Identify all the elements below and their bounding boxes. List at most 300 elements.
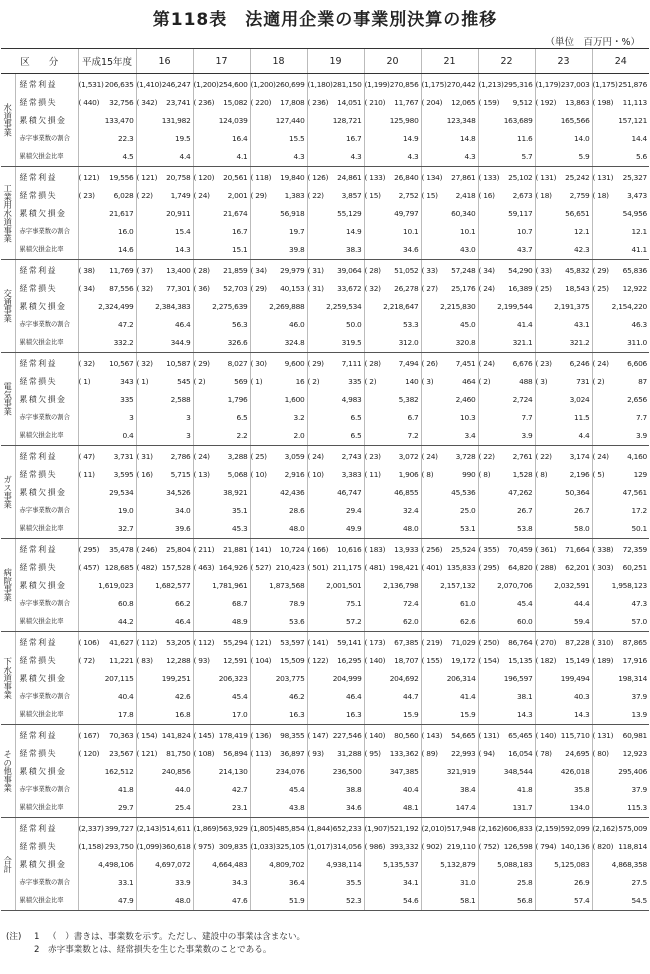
- count-value: ( 80): [592, 749, 609, 758]
- amount-value: 5.7: [521, 152, 533, 161]
- value-cell: [421, 725, 478, 746]
- amount-value: 34.6: [403, 245, 419, 254]
- value-cell: [250, 391, 307, 409]
- amount-value: 32.4: [403, 506, 419, 515]
- amount-value: 2,324,499: [98, 302, 134, 311]
- value-cell: [535, 353, 592, 374]
- count-value: ( 140): [535, 731, 557, 740]
- table-row: [1, 130, 649, 148]
- row-label: 経常利益: [19, 266, 58, 275]
- amount-value: 124,039: [218, 116, 248, 125]
- value-cell: [364, 316, 421, 334]
- value-cell: [307, 373, 364, 391]
- value-cell: [421, 260, 478, 281]
- count-value: ( 27): [421, 284, 438, 293]
- amount-value: 569: [234, 377, 248, 386]
- value-cell: [478, 613, 535, 632]
- count-value: ( 112): [193, 638, 215, 647]
- value-cell: [478, 559, 535, 577]
- value-cell: [250, 856, 307, 874]
- row-label: 累積欠損金比率: [15, 148, 78, 167]
- table-row: [1, 298, 649, 316]
- table-row: [1, 577, 649, 595]
- amount-value: 25,524: [451, 545, 476, 554]
- amount-value: 25,327: [622, 173, 648, 182]
- count-value: ( 121): [136, 749, 158, 758]
- value-cell: [364, 74, 421, 95]
- count-value: ( 37): [136, 266, 153, 275]
- amount-value: 23,567: [109, 749, 134, 758]
- amount-value: 25.4: [175, 803, 191, 812]
- count-value: ( 2): [592, 377, 605, 386]
- value-cell: [535, 652, 592, 670]
- value-cell: [364, 799, 421, 818]
- value-cell: [535, 613, 592, 632]
- count-value: ( 10): [250, 470, 267, 479]
- value-cell: [136, 892, 193, 911]
- value-cell: [592, 799, 649, 818]
- amount-value: 98,355: [280, 731, 305, 740]
- row-label: 経常利益: [19, 80, 58, 89]
- value-cell: [307, 539, 364, 560]
- amount-value: 41.1: [631, 245, 648, 254]
- value-cell: [364, 632, 421, 653]
- value-cell: [307, 205, 364, 223]
- value-cell: [364, 502, 421, 520]
- count-value: ( 147): [307, 731, 329, 740]
- value-cell: [307, 316, 364, 334]
- value-cell: [78, 838, 136, 856]
- amount-value: 70,459: [508, 545, 533, 554]
- amount-value: 234,076: [275, 767, 305, 776]
- amount-value: 53.1: [460, 524, 476, 533]
- amount-value: 14.8: [460, 134, 476, 143]
- amount-value: 17,916: [622, 656, 648, 665]
- value-cell: [421, 409, 478, 427]
- value-cell: [193, 373, 250, 391]
- value-cell: [478, 745, 535, 763]
- value-cell: [364, 725, 421, 746]
- count-value: ( 3): [535, 377, 548, 386]
- amount-value: 65,465: [508, 731, 533, 740]
- value-cell: [250, 502, 307, 520]
- count-value: (1,200): [250, 80, 276, 89]
- value-cell: [307, 94, 364, 112]
- value-cell: [193, 167, 250, 188]
- amount-value: 15.1: [232, 245, 248, 254]
- amount-value: 10.3: [460, 413, 476, 422]
- value-cell: [535, 409, 592, 427]
- amount-value: 135,833: [446, 563, 476, 572]
- amount-value: 47.9: [118, 896, 134, 905]
- value-cell: [535, 391, 592, 409]
- amount-value: 77,301: [166, 284, 191, 293]
- value-cell: [421, 316, 478, 334]
- amount-value: 4,498,106: [98, 860, 134, 869]
- value-cell: [136, 725, 193, 746]
- count-value: ( 24): [421, 452, 438, 461]
- value-cell: [307, 688, 364, 706]
- value-cell: [592, 688, 649, 706]
- amount-value: 16,054: [508, 749, 533, 758]
- amount-value: 75.1: [346, 599, 362, 608]
- amount-value: 2,761: [512, 452, 533, 461]
- value-cell: [250, 706, 307, 725]
- value-cell: [478, 298, 535, 316]
- amount-value: 25,102: [508, 173, 533, 182]
- count-value: ( 975): [193, 842, 215, 851]
- value-cell: [478, 818, 535, 839]
- amount-value: 38.3: [346, 245, 362, 254]
- value-cell: [592, 353, 649, 374]
- amount-value: 309,835: [218, 842, 248, 851]
- count-value: ( 204): [421, 98, 443, 107]
- value-cell: [250, 334, 307, 353]
- count-value: ( 24): [592, 359, 609, 368]
- value-cell: [535, 856, 592, 874]
- count-value: ( 89): [421, 749, 438, 758]
- count-value: ( 8): [478, 470, 491, 479]
- count-value: ( 24): [592, 452, 609, 461]
- count-value: ( 22): [478, 452, 495, 461]
- value-cell: [535, 632, 592, 653]
- value-cell: [592, 112, 649, 130]
- value-cell: [78, 353, 136, 374]
- value-cell: [250, 688, 307, 706]
- footnote-num: 1: [34, 932, 40, 942]
- amount-value: 80,560: [394, 731, 419, 740]
- value-cell: [535, 334, 592, 353]
- count-value: ( 26): [421, 359, 438, 368]
- amount-value: 127,440: [275, 116, 305, 125]
- amount-value: 19.5: [175, 134, 191, 143]
- row-label: 累積欠損金比率: [15, 706, 78, 725]
- amount-value: 128,721: [332, 116, 362, 125]
- value-cell: [364, 818, 421, 839]
- amount-value: 118,814: [618, 842, 648, 851]
- count-value: ( 183): [364, 545, 386, 554]
- value-cell: [592, 223, 649, 241]
- count-value: ( 167): [78, 731, 100, 740]
- row-label: 累積欠損金: [19, 116, 67, 125]
- value-cell: [136, 223, 193, 241]
- count-value: ( 29): [250, 191, 267, 200]
- value-cell: [478, 148, 535, 167]
- value-cell: [193, 874, 250, 892]
- value-cell: [592, 818, 649, 839]
- count-value: ( 18): [535, 191, 552, 200]
- amount-value: 50,364: [565, 488, 590, 497]
- amount-value: 11,767: [394, 98, 419, 107]
- amount-value: 16,295: [337, 656, 362, 665]
- count-value: (1,907): [364, 824, 390, 833]
- value-cell: [193, 205, 250, 223]
- amount-value: 129: [633, 470, 648, 479]
- value-cell: [478, 706, 535, 725]
- value-cell: [78, 148, 136, 167]
- section-label: 交通事業: [1, 260, 15, 353]
- amount-value: 58.1: [460, 896, 476, 905]
- amount-value: 46,855: [394, 488, 419, 497]
- table-header-row: [1, 49, 649, 74]
- amount-value: 206,314: [446, 674, 476, 683]
- amount-value: 7,494: [398, 359, 419, 368]
- count-value: ( 8): [535, 470, 548, 479]
- value-cell: [592, 187, 649, 205]
- amount-value: 11,221: [109, 656, 134, 665]
- count-value: ( 131): [478, 731, 500, 740]
- value-cell: [193, 781, 250, 799]
- amount-value: 42.3: [574, 245, 590, 254]
- amount-value: 45,832: [565, 266, 590, 275]
- amount-value: 293,750: [104, 842, 134, 851]
- value-cell: [364, 559, 421, 577]
- amount-value: 207,115: [104, 674, 134, 683]
- row-label: 累積欠損金: [19, 302, 67, 311]
- value-cell: [421, 241, 478, 260]
- value-cell: [478, 373, 535, 391]
- amount-value: 3,072: [398, 452, 419, 461]
- value-cell: [307, 446, 364, 467]
- amount-value: 9,512: [512, 98, 533, 107]
- value-cell: [421, 670, 478, 688]
- amount-value: 32.7: [118, 524, 134, 533]
- value-cell: [136, 763, 193, 781]
- amount-value: 464: [462, 377, 476, 386]
- amount-value: 56.8: [517, 896, 533, 905]
- value-cell: [478, 260, 535, 281]
- row-label: 累積欠損金: [19, 209, 67, 218]
- amount-value: 321,919: [446, 767, 476, 776]
- unit-label: （単位 百万円・%）: [545, 37, 640, 48]
- value-cell: [136, 502, 193, 520]
- amount-value: 12.1: [631, 227, 648, 236]
- amount-value: 56,651: [565, 209, 590, 218]
- amount-value: 34.0: [175, 506, 191, 515]
- amount-value: 11.6: [517, 134, 533, 143]
- amount-value: 2,916: [284, 470, 305, 479]
- value-cell: [535, 874, 592, 892]
- count-value: ( 34): [478, 266, 495, 275]
- section-label: 下水道事業: [1, 632, 15, 725]
- count-value: ( 23): [535, 359, 552, 368]
- value-cell: [592, 539, 649, 560]
- amount-value: 47.6: [232, 896, 248, 905]
- row-label: 累積欠損金: [19, 860, 67, 869]
- value-cell: [250, 94, 307, 112]
- value-cell: [364, 446, 421, 467]
- amount-value: 325,105: [275, 842, 305, 851]
- table-row: [1, 223, 649, 241]
- amount-value: 55,294: [223, 638, 248, 647]
- value-cell: [78, 427, 136, 446]
- amount-value: 9,600: [284, 359, 305, 368]
- amount-value: 3,595: [113, 470, 134, 479]
- count-value: ( 104): [250, 656, 272, 665]
- value-cell: [478, 856, 535, 874]
- amount-value: 606,833: [503, 824, 533, 833]
- amount-value: 1,958,123: [611, 581, 648, 590]
- section-label: 病院事業: [1, 539, 15, 632]
- count-value: ( 481): [364, 563, 386, 572]
- amount-value: 4,664,483: [212, 860, 248, 869]
- value-cell: [250, 652, 307, 670]
- value-cell: [592, 446, 649, 467]
- value-cell: [250, 316, 307, 334]
- amount-value: 1,682,577: [155, 581, 191, 590]
- header-year: 24: [592, 49, 649, 74]
- amount-value: 1,619,023: [98, 581, 134, 590]
- amount-value: 41.8: [517, 785, 533, 794]
- amount-value: 24,695: [565, 749, 590, 758]
- value-cell: [421, 818, 478, 839]
- amount-value: 210,423: [275, 563, 305, 572]
- value-cell: [592, 391, 649, 409]
- amount-value: 19.0: [118, 506, 134, 515]
- value-cell: [307, 484, 364, 502]
- count-value: ( 2): [364, 377, 377, 386]
- count-value: ( 236): [307, 98, 329, 107]
- amount-value: 56,918: [280, 209, 305, 218]
- value-cell: [193, 260, 250, 281]
- value-cell: [364, 670, 421, 688]
- amount-value: 52.3: [346, 896, 362, 905]
- amount-value: 198,421: [389, 563, 419, 572]
- count-value: (1,200): [193, 80, 219, 89]
- value-cell: [421, 838, 478, 856]
- section-label: 水道事業: [1, 74, 15, 167]
- amount-value: 26,278: [394, 284, 419, 293]
- value-cell: [535, 148, 592, 167]
- count-value: ( 182): [535, 656, 557, 665]
- amount-value: 2,743: [341, 452, 362, 461]
- value-cell: [78, 484, 136, 502]
- count-value: ( 31): [136, 452, 153, 461]
- value-cell: [478, 520, 535, 539]
- value-cell: [193, 502, 250, 520]
- amount-value: 4.3: [464, 152, 476, 161]
- amount-value: 140: [405, 377, 419, 386]
- amount-value: 514,611: [161, 824, 191, 833]
- value-cell: [193, 316, 250, 334]
- amount-value: 563,929: [218, 824, 248, 833]
- count-value: ( 28): [193, 266, 210, 275]
- amount-value: 7,451: [455, 359, 476, 368]
- value-cell: [478, 595, 535, 613]
- amount-value: 29.4: [346, 506, 362, 515]
- count-value: (2,159): [535, 824, 561, 833]
- amount-value: 335: [120, 395, 134, 404]
- value-cell: [592, 874, 649, 892]
- amount-value: 35,478: [109, 545, 134, 554]
- value-cell: [364, 838, 421, 856]
- value-cell: [78, 520, 136, 539]
- amount-value: 21,881: [223, 545, 248, 554]
- count-value: (1,410): [136, 80, 162, 89]
- value-cell: [592, 260, 649, 281]
- value-cell: [421, 688, 478, 706]
- amount-value: 2,215,830: [440, 302, 476, 311]
- amount-value: 5,125,083: [554, 860, 590, 869]
- count-value: ( 295): [78, 545, 100, 554]
- count-value: ( 192): [535, 98, 557, 107]
- value-cell: [78, 706, 136, 725]
- value-cell: [193, 409, 250, 427]
- count-value: (1,179): [535, 80, 561, 89]
- table-body: [1, 74, 649, 911]
- amount-value: 66.2: [175, 599, 191, 608]
- value-cell: [364, 280, 421, 298]
- count-value: ( 1): [136, 377, 149, 386]
- value-cell: [250, 373, 307, 391]
- value-cell: [364, 130, 421, 148]
- value-cell: [78, 130, 136, 148]
- amount-value: 48.0: [289, 524, 305, 533]
- value-cell: [421, 334, 478, 353]
- value-cell: [136, 818, 193, 839]
- value-cell: [307, 838, 364, 856]
- amount-value: 348,544: [503, 767, 533, 776]
- amount-value: 87: [638, 377, 648, 386]
- amount-value: 56.3: [232, 320, 248, 329]
- value-cell: [421, 632, 478, 653]
- amount-value: 45.4: [232, 692, 248, 701]
- table-row: [1, 260, 649, 281]
- value-cell: [307, 781, 364, 799]
- count-value: ( 288): [535, 563, 557, 572]
- amount-value: 51,052: [394, 266, 419, 275]
- amount-value: 39.8: [289, 245, 305, 254]
- value-cell: [78, 112, 136, 130]
- value-cell: [307, 298, 364, 316]
- count-value: ( 36): [193, 284, 210, 293]
- value-cell: [307, 353, 364, 374]
- count-value: ( 155): [421, 656, 443, 665]
- count-value: ( 361): [535, 545, 557, 554]
- amount-value: 399,727: [104, 824, 134, 833]
- value-cell: [364, 353, 421, 374]
- value-cell: [364, 763, 421, 781]
- amount-value: 34.1: [403, 878, 419, 887]
- row-label: 経常利益: [19, 824, 58, 833]
- count-value: ( 986): [364, 842, 386, 851]
- count-value: (1,099): [136, 842, 162, 851]
- value-cell: [478, 838, 535, 856]
- table-row: [1, 427, 649, 446]
- value-cell: [250, 595, 307, 613]
- count-value: ( 250): [478, 638, 500, 647]
- count-value: ( 15): [364, 191, 381, 200]
- value-cell: [364, 466, 421, 484]
- value-cell: [535, 520, 592, 539]
- value-cell: [478, 353, 535, 374]
- amount-value: 15,135: [508, 656, 533, 665]
- amount-value: 314,056: [332, 842, 362, 851]
- amount-value: 133,362: [389, 749, 419, 758]
- count-value: (2,162): [592, 824, 618, 833]
- row-label: 経常損失: [19, 563, 58, 572]
- value-cell: [364, 613, 421, 632]
- amount-value: 10,587: [166, 359, 191, 368]
- count-value: ( 24): [478, 284, 495, 293]
- count-value: ( 173): [364, 638, 386, 647]
- count-value: ( 246): [136, 545, 158, 554]
- amount-value: 311.0: [627, 338, 648, 347]
- amount-value: 34.6: [346, 803, 362, 812]
- count-value: ( 1): [250, 377, 263, 386]
- amount-value: 38,921: [223, 488, 248, 497]
- value-cell: [250, 446, 307, 467]
